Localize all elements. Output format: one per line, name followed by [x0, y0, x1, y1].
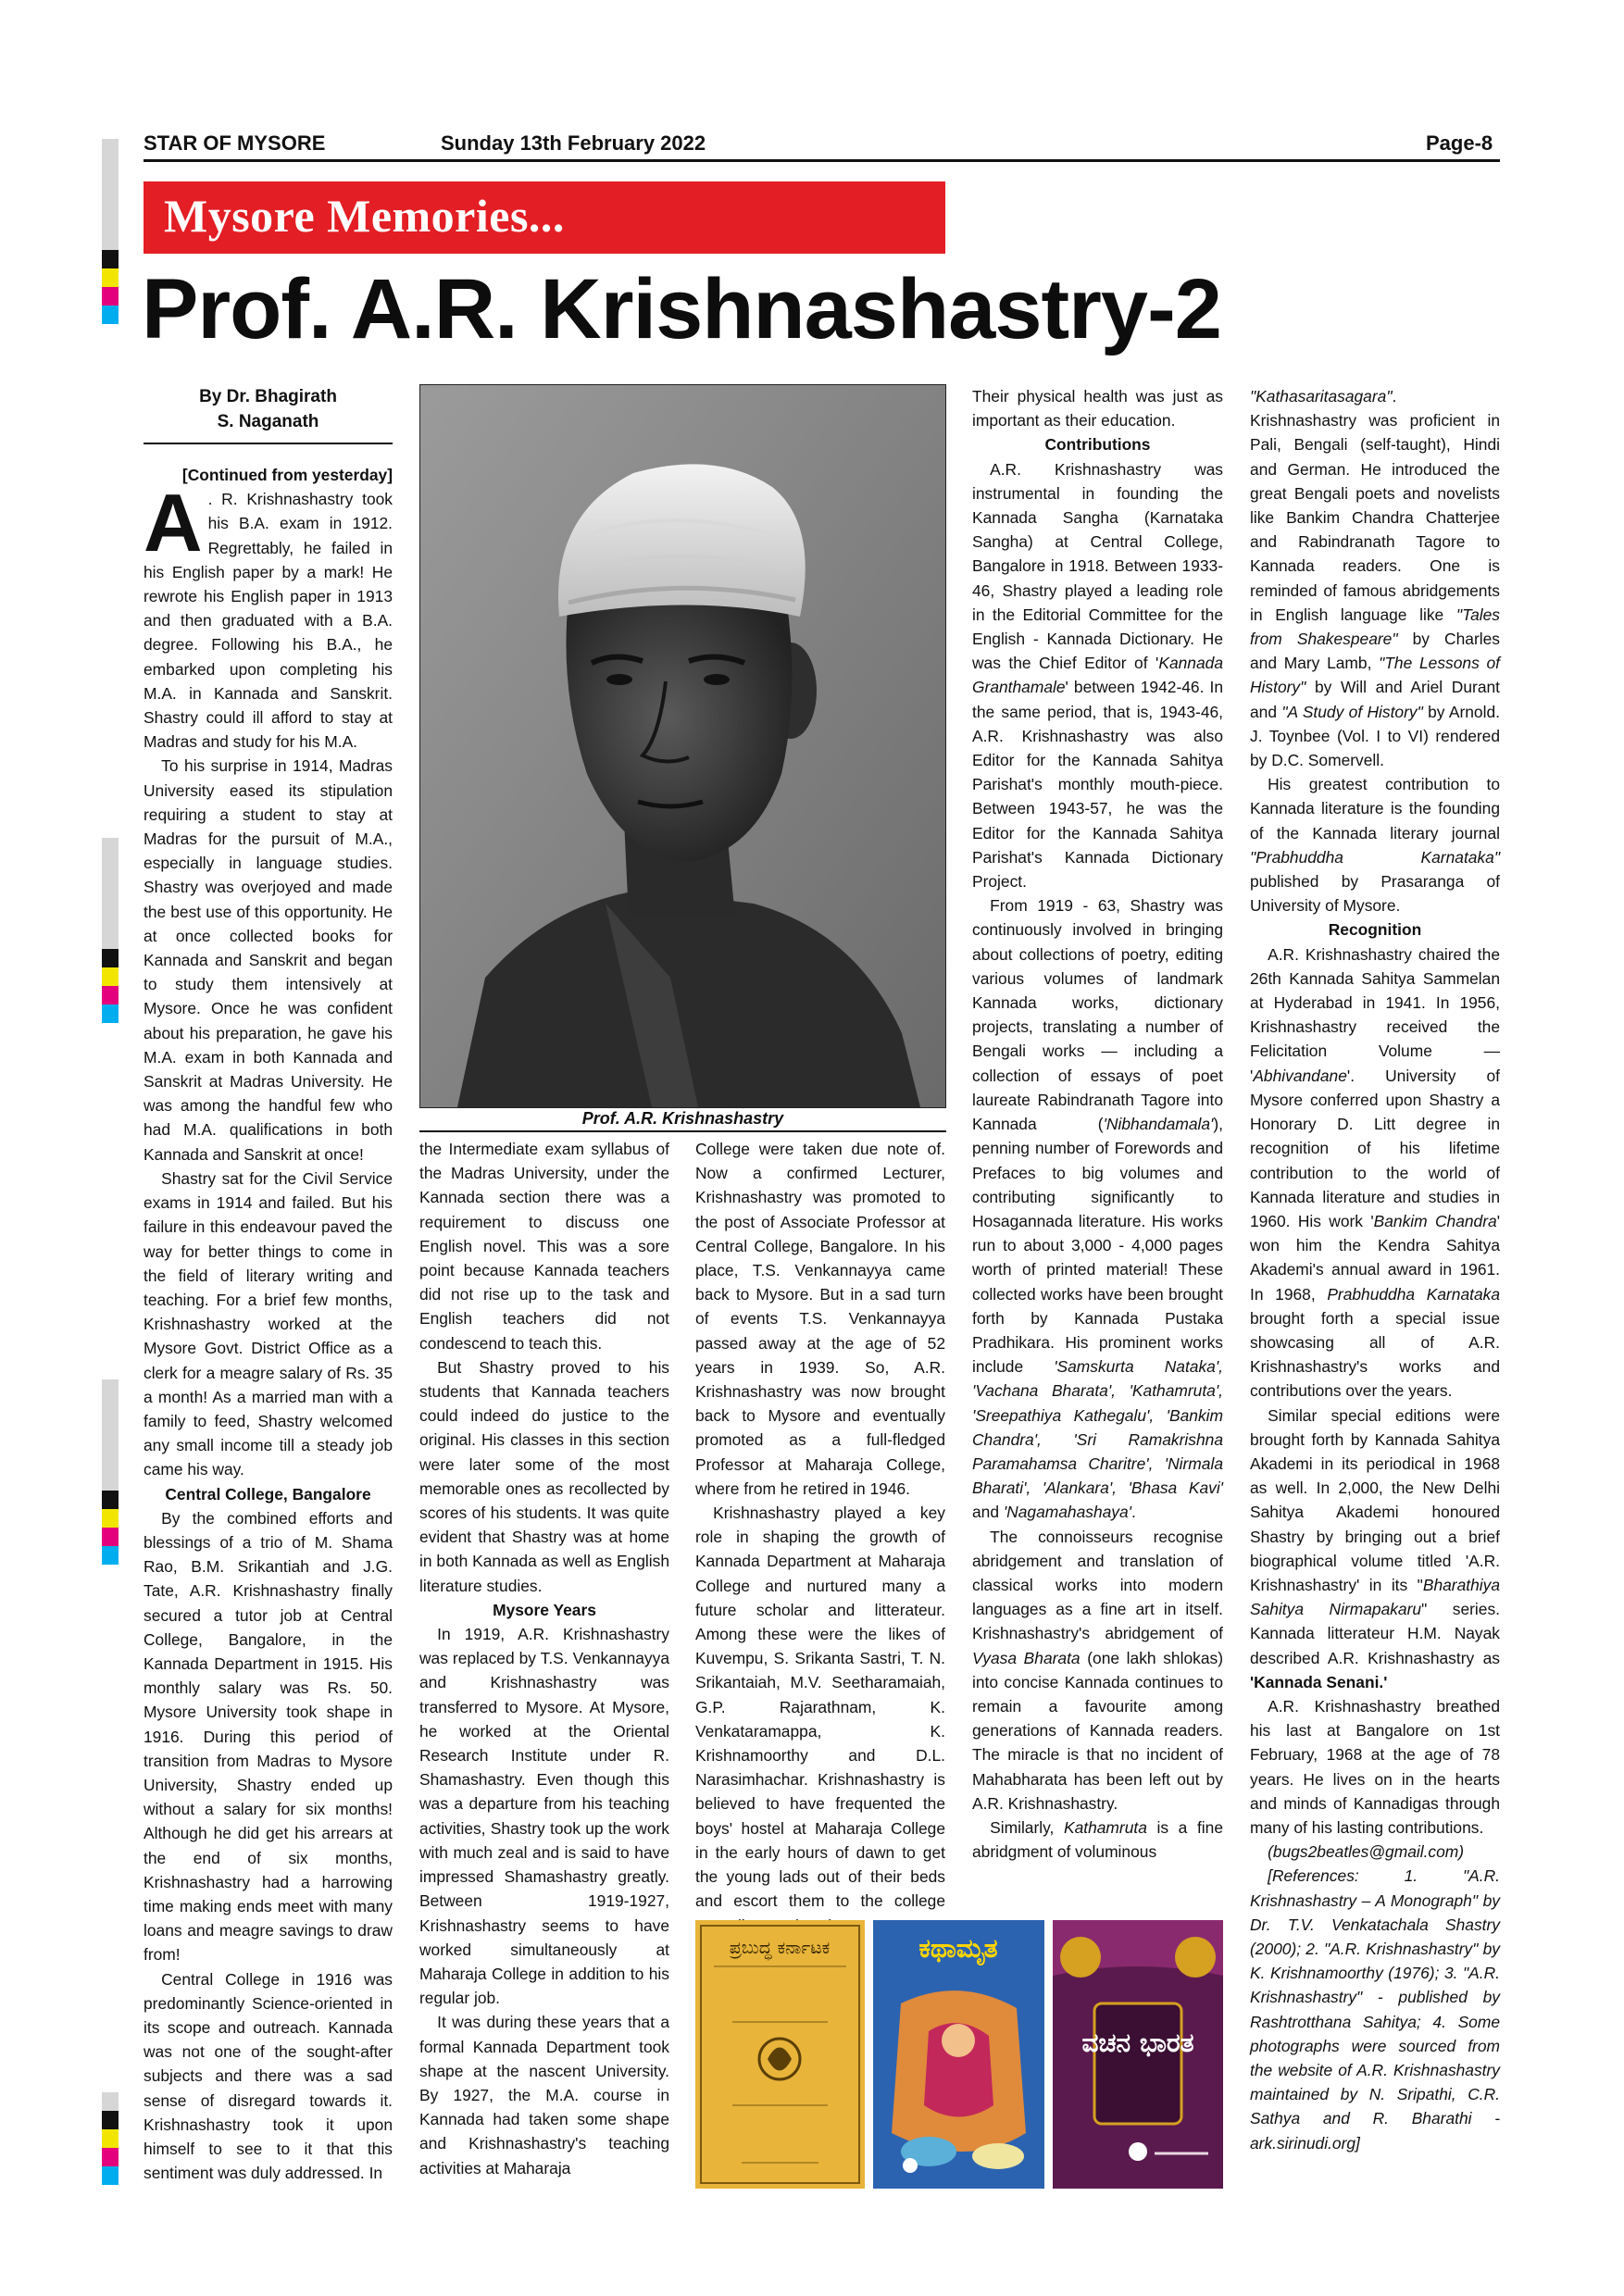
- paragraph: [1250, 384, 1500, 772]
- paragraph-emphasis: Vyasa Bharata: [972, 1648, 1081, 1667]
- paragraph-text: published by Prasaranga of University of Mysore.: [1250, 872, 1500, 916]
- paragraph: It was during these years that a formal Kannada Department took shape at the nascent University. By 1927, the M.A. course in Kannada had taken some shape and Krishnashastry's teaching activities at Maharaja: [419, 2013, 669, 2177]
- paragraph-text: by Will and Ariel Durant and: [1250, 678, 1500, 721]
- continued-note: [Continued from yesterday]: [181, 466, 393, 484]
- header-rule: [144, 159, 1500, 162]
- paragraph-emphasis: "Prabhuddha Karnataka": [1250, 847, 1500, 867]
- paragraph-emphasis: "The Lessons of History": [1250, 654, 1500, 697]
- paragraph: By the combined efforts and blessings of a trio of M. Shama Rao, B.M. Srikantiah and J.G. Tate, A.R. Krishnashastry finally secured a tutor job at Central College, Bangalore, in the Kannada Department in 1915. His monthly salary was Rs. 50. Mysore University took shape in 1916. During this period of transition from Madras to Mysore University, Shastry ended up without a salary for six months! Although he did get his arrears at the end of six months, Krishnashastry had a harrowing time making ends meet with many loans and meagre savings to draw from!: [144, 1508, 393, 1965]
- paragraph-bold: 'Kannada Senani.': [1250, 1672, 1388, 1691]
- article-column-1: [144, 463, 393, 2185]
- paragraph-text: A.R. Krishnashastry was instrumental in founding the Kannada Sangha (Karnataka Sangha) at Central College, Bangalore in 1918. Between 1933-46, Shastry played a leading role in the Editorial Committee for the English - Kannada Dictionary. He was the Chief Editor of ': [972, 459, 1223, 673]
- article-column-2: [419, 1137, 669, 2180]
- paragraph: [972, 1816, 1223, 1864]
- subheading: Recognition: [1328, 920, 1422, 940]
- paragraph: Their physical health was just as important as their education.: [972, 387, 1223, 430]
- paragraph-text: by Arnold. J. Toynbee (Vol. I to VI) rendered by D.C. Somervell.: [1250, 702, 1500, 770]
- article-column-3: [695, 1137, 945, 1938]
- paragraph-emphasis: "Tales from Shakespeare": [1250, 605, 1500, 649]
- paragraph: [1250, 1404, 1500, 1694]
- paragraph-text: ' between 1942-46. In the same period, that is, 1943-46, A.R. Krishnashastry was also Editor for the Kannada Sahitya Parishat's monthly mouth-piece. Between 1943-57, he was the Editor for the Kannada Sahitya Parishat's Kannada Dictionary Project.: [972, 678, 1223, 892]
- paragraph-text: (one lakh shlokas) into concise Kannada continues to remain a favourite among generations of Kannada readers. The miracle is that no incident of Mahabharata has been left out by A.R. Krishnashastry.: [972, 1648, 1223, 1813]
- section-title: Mysore Memories...: [164, 190, 565, 242]
- book-cover-vachana-bharata: [1053, 1920, 1223, 2189]
- paragraph-emphasis: Abhivandane: [1253, 1066, 1347, 1085]
- paragraph: College were taken due note of. Now a confirmed Lecturer, Krishnashastry was promoted to the post of Associate Professor at Central College, Bangalore. In his place, T.S. Venkannayya came back to Mysore. But in a sad turn of events T.S. Venkannayya passed away at the age of 52 years in 1939. So, A.R. Krishnashastry was now brought back to Mysore and eventually promoted as a full-fledged Professor at Maharaja College, where from he retired in 1946.: [695, 1140, 945, 1498]
- book-title: ಪ್ರಬುದ್ಧ ಕರ್ನಾಟಕ: [729, 1938, 831, 1958]
- book-cover-kathamruta: [873, 1920, 1044, 2189]
- registration-marks: [102, 250, 119, 324]
- article-column-4: [972, 384, 1223, 1864]
- section-banner: [144, 181, 945, 254]
- paragraph-emphasis: Kathamruta: [1063, 1817, 1147, 1837]
- headline: Prof. A.R. Krishnashastry-2: [142, 262, 1221, 356]
- drop-cap: A: [144, 477, 203, 569]
- paragraph: the Intermediate exam syllabus of the Madras University, under the Kannada section there was a requirement to discuss one English novel. This was a sore point because Kannada teachers did not rise up to the task and English teachers did not condescend to teach this.: [419, 1140, 669, 1353]
- paragraph-text: His greatest contribution to Kannada literature is the founding of the Kannada literary journal: [1250, 775, 1500, 842]
- paragraph-text: and: [972, 1503, 1004, 1522]
- paragraph-emphasis: 'Nagamahashaya': [1003, 1503, 1131, 1522]
- paragraph-emphasis: 'Nibhandamala': [1103, 1115, 1214, 1134]
- paragraph: [1250, 772, 1500, 917]
- paragraph: [972, 457, 1223, 894]
- paragraph-emphasis: "A Study of History": [1281, 702, 1423, 721]
- paragraph-text: brought forth a special issue showcasing all of A.R. Krishnashastry's works and contributions over the years.: [1250, 1308, 1500, 1401]
- issue-date: Sunday 13th February 2022: [441, 131, 706, 155]
- byline-rule: [144, 443, 393, 444]
- margin-bar: [102, 2092, 119, 2111]
- paragraph-text: From 1919 - 63, Shastry was continuously involved in bringing about collections of poetry, editing various volumes of landmark Kannada works, dictionary projects, translating a number of Bengali works — including a collection of essays of poet laureate Rabindranath Tagore into Kannada (: [972, 896, 1223, 1134]
- email-text: (bugs2beatles@gmail.com): [1268, 1842, 1465, 1862]
- registration-marks: [102, 949, 119, 1023]
- paragraph: In 1919, A.R. Krishnashastry was replaced by T.S. Venkannayya and Krishnashastry was transferred to Mysore. At Mysore, he worked at the Oriental Research Institute under R. Shamashastry. Even though this was a departure from his teaching activities, Shastry took up the work with much zeal and is said to have impressed Shamashastry greatly. Between 1919-1927, Krishnashastry seems to have worked simultaneously at Maharaja College in addition to his regular job.: [419, 1625, 669, 2008]
- page-number: Page-8: [1426, 131, 1493, 155]
- subheading: Central College, Bangalore: [165, 1484, 371, 1504]
- paragraph: [695, 1501, 945, 1938]
- paragraph-emphasis: Bharathiya Sahitya Nirmapakaru: [1250, 1575, 1500, 1619]
- book-covers: [695, 1920, 1223, 2189]
- paragraph-text: A.R. Krishnashastry chaired the 26th Kannada Sahitya Sammelan at Hyderabad in 1941. In 1956, Krishnashastry received the Felicitation Volume — ': [1250, 944, 1500, 1085]
- margin-bar: [102, 139, 119, 250]
- byline: [144, 384, 393, 434]
- subheading: Contributions: [1044, 435, 1151, 455]
- paragraph: Shastry sat for the Civil Service exams in 1914 and failed. But his failure in this endeavour paved the way for better things to come in the field of literary writing and teaching. For a brief few months, Krishnashastry worked at the Mysore Govt. District Office as a clerk for a meagre salary of Rs. 35 a month! As a married man with a family to feed, Shastry welcomed any small income till a steady job came his way.: [144, 1168, 393, 1479]
- paragraph-text: '. University of Mysore conferred upon Shastry a Honorary D. Litt degree in recognition of his lifetime contribution to the world of Kannada literature and studies in 1960. His work ': [1250, 1066, 1500, 1230]
- paragraph-text: . R. Krishnashastry took his B.A. exam in 1912. Regrettably, he failed in his English paper by a mark! He rewrote his English paper in 1913 and then graduated with a B.A. degree. Following his B.A., he embarked upon completing his M.A. in Kannada and Sanskrit. Shastry could ill afford to stay at Madras and study for his M.A.: [144, 490, 393, 752]
- author-email: [1250, 1840, 1500, 1864]
- references: [1250, 1864, 1500, 2154]
- paragraph-text: ' won him the Kendra Sahitya Akademi's annual award in 1961. In 1968,: [1250, 1211, 1501, 1304]
- paragraph: [972, 1525, 1223, 1816]
- paragraph-text: by Charles and Mary Lamb,: [1250, 630, 1500, 673]
- paragraph-text: Similar special editions were brought forth by Kannada Sahitya Akademi in its periodical in 1968 as well. In 2,000, the New Delhi Sahitya Akademi honoured Shastry by bringing out a brief biographical volume titled 'A.R. Krishnashastry' in its ": [1250, 1405, 1500, 1594]
- registration-marks: [102, 1491, 119, 1565]
- publication-name: STAR OF MYSORE: [144, 131, 326, 155]
- margin-bar: [102, 838, 119, 949]
- portrait-photo: [419, 384, 946, 1108]
- registration-marks: [102, 2111, 119, 2185]
- paragraph-text: . Krishnashastry was proficient in Pali, Bengali (self-taught), Hindi and German. He introduced the great Bengali poets and novelists like Bankim Chandra Chatterjee and Rabindranath Tagore to Kannada readers. One is reminded of famous abridgements in English language like: [1250, 387, 1500, 624]
- paragraph-text: ), penning number of Forewords and Prefaces to big volumes and contributing significantly to Hosagannada literature. His works run to about 3,000 - 4,000 pages worth of printed material! These collected works have been brought forth by Kannada Pustaka Pradhikara. His prominent works include: [972, 1115, 1223, 1377]
- book-title: ಕಥಾಮೃತ: [918, 1933, 998, 1964]
- paragraph-emphasis: Bankim Chandra: [1373, 1211, 1497, 1230]
- paragraph: A.R. Krishnashastry breathed his last at Bangalore on 1st February, 1968 at the age of 78 years. He lives on in the hearts and minds of Kannadigas through many of his lasting contributions.: [1250, 1696, 1500, 1837]
- book-cover-prabuddha-karnataka: [695, 1920, 865, 2189]
- paragraph-text: Similarly,: [990, 1817, 1064, 1837]
- article-column-5: [1250, 384, 1500, 2155]
- paragraph: [1250, 942, 1500, 1404]
- paragraph: [972, 893, 1223, 1524]
- paragraph-text: is a fine abridgment of voluminous: [972, 1817, 1223, 1862]
- paragraph-text: The connoisseurs recognise abridgement and translation of classical works into modern languages as a fine art in itself. Krishnashastry's abridgement of: [972, 1527, 1223, 1643]
- subheading: Mysore Years: [493, 1600, 596, 1619]
- portrait-illustration: [420, 385, 945, 1107]
- byline-line-1: By Dr. Bhagirath: [199, 387, 337, 406]
- references-text: [References: 1. "A.R. Krishnashastry – A Monograph" by Dr. T.V. Venkatachala Shastry (2000); 2. "A.R. Krishnashastry" by K. Krishnamoorthy (1976); 3. "A.R. Krishnashastry" - published by Rashtrotthana Sahitya; 4. Some photographs were sourced from the website of A.R. Krishnashastry maintained by N. Sripathi, C.R. Sathya and R. Bharathi - ark.sirinudi.org]: [1250, 1866, 1500, 2152]
- paragraph-text: .: [1131, 1503, 1136, 1522]
- byline-line-2: S. Naganath: [217, 412, 319, 431]
- paragraph-emphasis: "Kathasaritasagara": [1250, 387, 1393, 406]
- margin-bar: [102, 1379, 119, 1491]
- paragraph: Central College in 1916 was predominantly Science-oriented in its scope and outreach. Kannada was not one of the sought-after subjects and there was a sad sense of disregard towards it. Krishnashastry took it upon himself to see to it that this sentiment was duly addressed. In: [144, 1969, 393, 2183]
- photo-caption: Prof. A.R. Krishnashastry: [419, 1109, 946, 1132]
- paragraph-text: Krishnashastry played a key role in shaping the growth of Kannada Department at Maharaja College and nurtured many a future scholar and litterateur. Among these were the likes of Kuvempu, S. Srikanta Sastri, T. N. Srikantaiah, M.V. Seetharamaiah, G.P. Rajarathnam, K. Venkataramappa, K. Krishnamoorthy and D.L. Narasimhachar. Krishnashastry is believed to have frequented the boys' hostel at Maharaja College in the early hours of dawn to get the young lads out of their beds and escort them to the college: [695, 1504, 945, 1911]
- book-title: ವಚನ ಭಾರತ: [1081, 2028, 1194, 2058]
- paragraph-emphasis: Kannada Granthamale: [972, 654, 1223, 697]
- paragraph: To his surprise in 1914, Madras University eased its stipulation requiring a student to stay at Madras for the pursuit of M.A., especially in language studies. Shastry was overjoyed and made the best use of this opportunity. He at once collected books for Kannada and Sanskrit and began to study them intensively at Mysore. Once he was confident about his preparation, he gave his M.A. exam in both Kannada and Sanskrit at Madras University. He was among the handful few who had M.A. qualifications in both Kannada and Sanskrit at once!: [144, 756, 393, 1164]
- paragraph-text: " series. Kannada litterateur H.M. Nayak described A.R. Krishnashastry as: [1250, 1600, 1500, 1667]
- paragraph: But Shastry proved to his students that Kannada teachers could indeed do justice to the original. His classes in this section were later some of the most memorable ones as recollected by scores of his students. It was quite evident that Shastry was at home in both Kannada as well as English literature studies.: [419, 1357, 669, 1595]
- paragraph-emphasis: Prabhuddha Karnataka: [1327, 1284, 1500, 1304]
- paragraph: [144, 477, 393, 754]
- paragraph-emphasis: 'Samskurta Nataka', 'Vachana Bharata', 'Kathamruta', 'Sreepathiya Kathegalu', 'Bankim Chandra', 'Sri Ramakrishna Paramahamsa Charitre', 'Nirmala Bharati', 'Alankara', 'Bhasa Kavi': [972, 1357, 1223, 1498]
